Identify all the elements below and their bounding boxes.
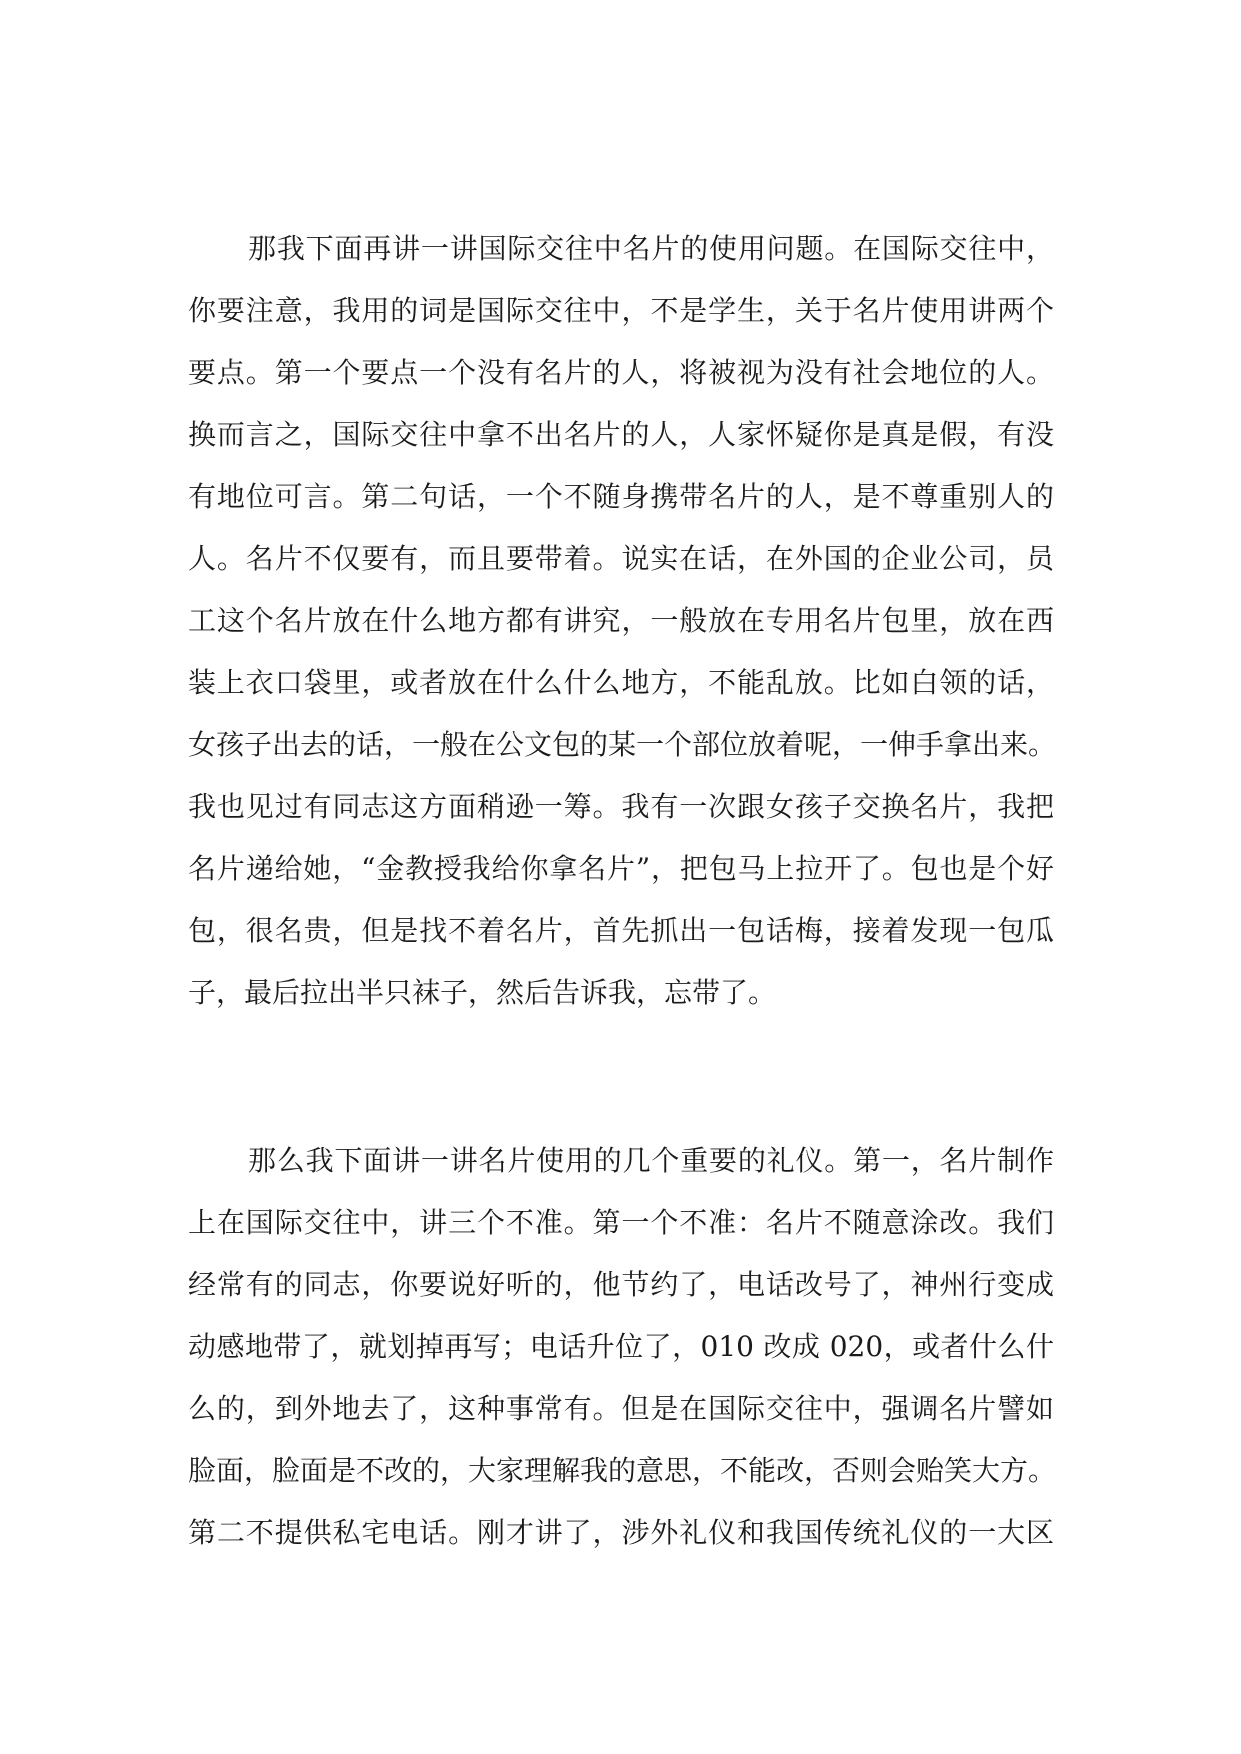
text-line: 脸面，脸面是不改的，大家理解我的意思，不能改，否则会贻笑大方。 — [188, 1454, 1057, 1487]
text-line: 那么我下面讲一讲名片使用的几个重要的礼仪。第一，名片制作 — [248, 1144, 1054, 1177]
text-line: 包，很名贵，但是找不着名片，首先抓出一包话梅，接着发现一包瓜 — [188, 914, 1054, 947]
text-line: 经常有的同志，你要说好听的，他节约了，电话改号了，神州行变成 — [188, 1268, 1054, 1301]
text-line: 女孩子出去的话，一般在公文包的某一个部位放着呢，一伸手拿出来。 — [188, 728, 1057, 761]
text-line: 我也见过有同志这方面稍逊一筹。我有一次跟女孩子交换名片，我把 — [188, 790, 1054, 823]
text-line: 么的，到外地去了，这种事常有。但是在国际交往中，强调名片譬如 — [188, 1392, 1054, 1425]
text-line: 上在国际交往中，讲三个不准。第一个不准：名片不随意涂改。我们 — [188, 1206, 1054, 1239]
text-line: 名片递给她，“金教授我给你拿名片”，把包马上拉开了。包也是个好 — [188, 852, 1054, 885]
text-line: 子，最后拉出半只袜子，然后告诉我，忘带了。 — [188, 976, 777, 1009]
text-line: 第二不提供私宅电话。刚才讲了，涉外礼仪和我国传统礼仪的一大区 — [188, 1516, 1054, 1549]
text-line: 换而言之，国际交往中拿不出名片的人，人家怀疑你是真是假，有没 — [188, 418, 1054, 451]
paragraph-business-card-usage — [188, 218, 1057, 1024]
paragraph-business-card-etiquette — [188, 1130, 1057, 1564]
text-line: 人。名片不仅要有，而且要带着。说实在话，在外国的企业公司，员 — [188, 542, 1054, 575]
text-line: 要点。第一个要点一个没有名片的人，将被视为没有社会地位的人。 — [188, 356, 1054, 389]
text-line: 工这个名片放在什么地方都有讲究，一般放在专用名片包里，放在西 — [188, 604, 1054, 637]
text-line: 动感地带了，就划掉再写；电话升位了，010 改成 020，或者什么什 — [188, 1330, 1054, 1363]
text-line: 装上衣口袋里，或者放在什么什么地方，不能乱放。比如白领的话， — [188, 666, 1054, 699]
text-line: 那我下面再讲一讲国际交往中名片的使用问题。在国际交往中， — [248, 232, 1054, 265]
text-line: 有地位可言。第二句话，一个不随身携带名片的人，是不尊重别人的 — [188, 480, 1054, 513]
text-line: 你要注意，我用的词是国际交往中，不是学生，关于名片使用讲两个 — [188, 294, 1054, 327]
